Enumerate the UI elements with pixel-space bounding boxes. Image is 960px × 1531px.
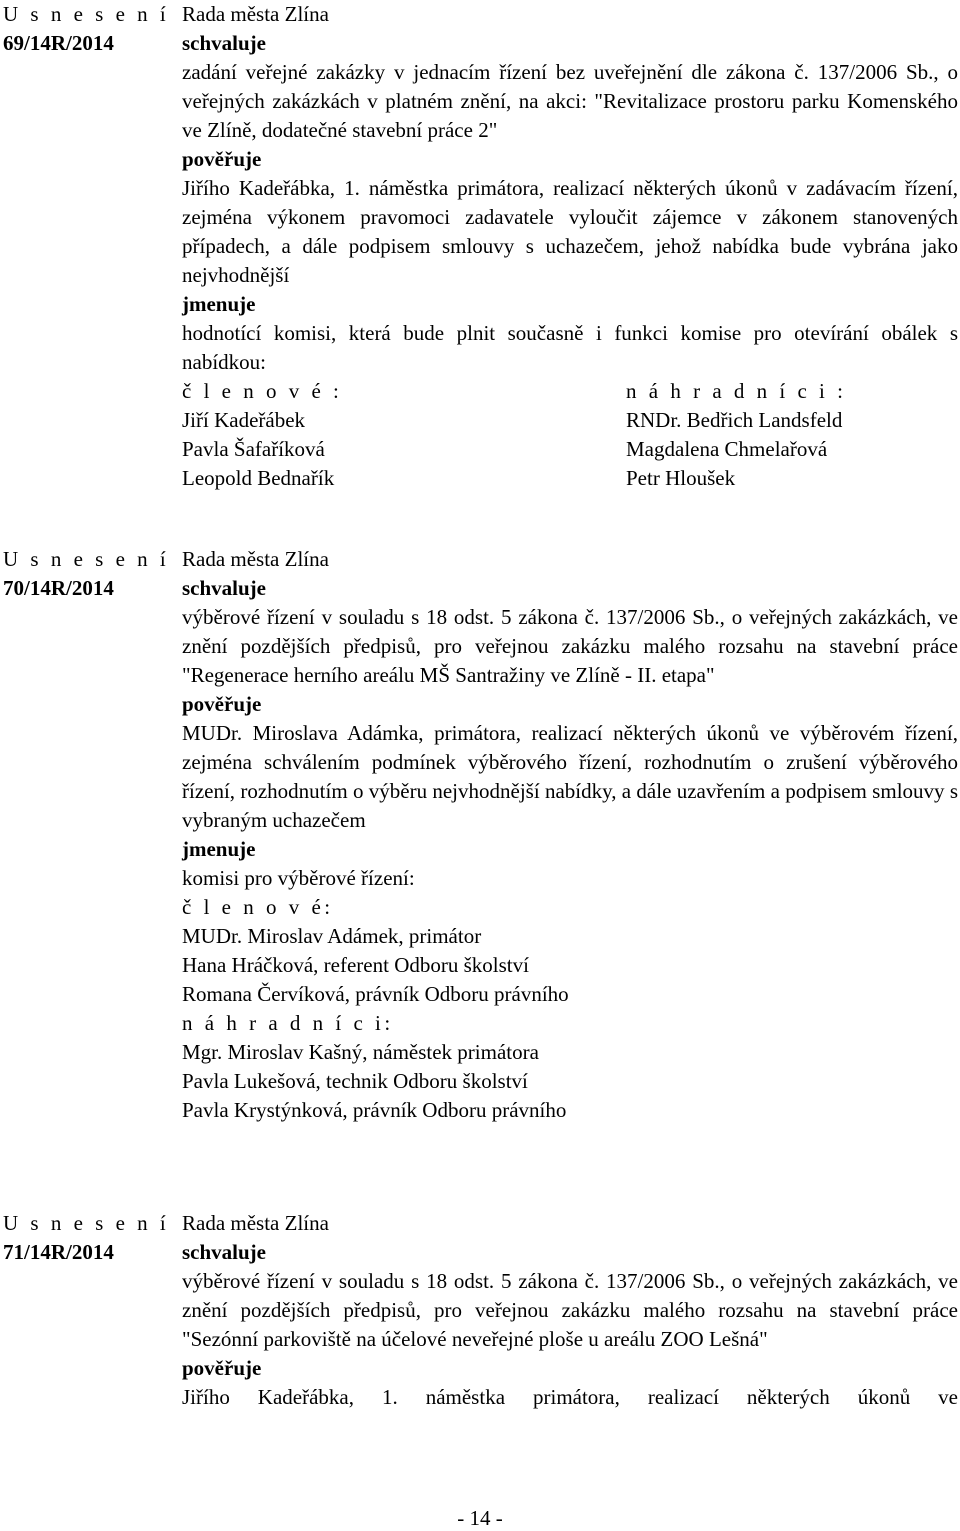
committee-row [182,435,958,464]
resolution-body [182,0,958,493]
appointment-text: komisi pro výběrové řízení: [182,866,415,890]
resolution-label [3,0,170,58]
resolution-word: U s n e s e n í [3,2,170,26]
authorization-text: MUDr. Miroslava Adámka, primátora, realizací některých úkonů ve výběrovém řízení, zejména schválením podmínek výběrového řízení, rozhodnutím o zrušení výběrového řízení, rozhodnutím o výběru nejvhodnější nabídky, a dále uzavřením a podpisem smlouvy s vybraným uchazečem [182,721,958,832]
authority: Rada města Zlína [182,2,329,26]
resolution-word: U s n e s e n í [3,547,170,571]
verb-appoints: jmenuje [182,292,256,316]
approval-text: zadání veřejné zakázky v jednacím řízení bez uveřejnění dle zákona č. 137/2006 Sb., o veřejných zakázkách v platném znění, na akci: "Revitalizace prostoru parku Komenského ve Zlíně, dodatečné stavební práce 2" [182,60,958,142]
member-name: Romana Červíková, právník Odboru právního [182,982,569,1006]
substitute-name: Pavla Krystýnková, právník Odboru právního [182,1098,567,1122]
page-number: - 14 - [457,1506,503,1530]
member-name: Leopold Bednařík [182,466,335,490]
authority: Rada města Zlína [182,547,329,571]
authorization-text: Jiřího Kadeřábka, 1. náměstka primátora, realizací některých úkonů v zadávacím řízení, zejména výkonem pravomoci zadavatele vyloučit zájemce v zákonem stanovených případech, a dále podpisem smlouvy s uchazečem, jehož nabídka bude vybrána jako nejvhodnější [182,176,958,287]
resolution-word: U s n e s e n í [3,1211,170,1235]
member-name: Pavla Šafaříková [182,437,325,461]
committee-headings [182,377,958,406]
verb-approves: schvaluje [182,1240,266,1264]
substitute-name: RNDr. Bedřich Landsfeld [626,408,843,432]
verb-authorizes: pověřuje [182,692,262,716]
authority: Rada města Zlína [182,1211,329,1235]
member-name: Jiří Kadeřábek [182,408,306,432]
verb-approves: schvaluje [182,576,266,600]
resolution-body [182,545,958,1125]
substitute-name: Mgr. Miroslav Kašný, náměstek primátora [182,1040,539,1064]
approval-text: výběrové řízení v souladu s 18 odst. 5 zákona č. 137/2006 Sb., o veřejných zakázkách, ve znění pozdějších předpisů, pro veřejnou zakázku malého rozsahu na stavební práce "Sezónní parkoviště na účelové neveřejné ploše u areálu ZOO Lešná" [182,1269,958,1351]
substitutes-heading: n á h r a d n í c i : [626,379,847,403]
verb-appoints: jmenuje [182,837,256,861]
verb-approves: schvaluje [182,31,266,55]
substitute-name: Pavla Lukešová, technik Odboru školství [182,1069,528,1093]
verb-authorizes: pověřuje [182,1356,262,1380]
resolution-number: 71/14R/2014 [3,1240,114,1264]
committee-row [182,464,958,493]
committee-row [182,406,958,435]
resolution-number: 70/14R/2014 [3,576,114,600]
approval-text: výběrové řízení v souladu s 18 odst. 5 zákona č. 137/2006 Sb., o veřejných zakázkách, ve znění pozdějších předpisů, pro veřejnou zakázku malého rozsahu na stavební práce "Regenerace herního areálu MŠ Santražiny ve Zlíně - II. etapa" [182,605,958,687]
resolution-number: 69/14R/2014 [3,31,114,55]
substitutes-heading: n á h r a d n í c i: [182,1011,394,1035]
appointment-text: hodnotící komisi, která bude plnit současně i funkci komise pro otevírání obálek s nabídkou: [182,321,958,374]
resolution-body [182,1209,958,1412]
members-heading: č l e n o v é : [182,379,343,403]
member-name: MUDr. Miroslav Adámek, primátor [182,924,482,948]
substitute-name: Petr Hloušek [626,466,736,490]
resolution-label [3,1209,170,1267]
substitute-name: Magdalena Chmelařová [626,437,828,461]
member-name: Hana Hráčková, referent Odboru školství [182,953,529,977]
authorization-text: Jiřího Kadeřábka, 1. náměstka primátora, realizací některých úkonů ve [182,1385,958,1409]
resolution-label [3,545,170,603]
verb-authorizes: pověřuje [182,147,262,171]
members-heading: č l e n o v é: [182,895,334,919]
